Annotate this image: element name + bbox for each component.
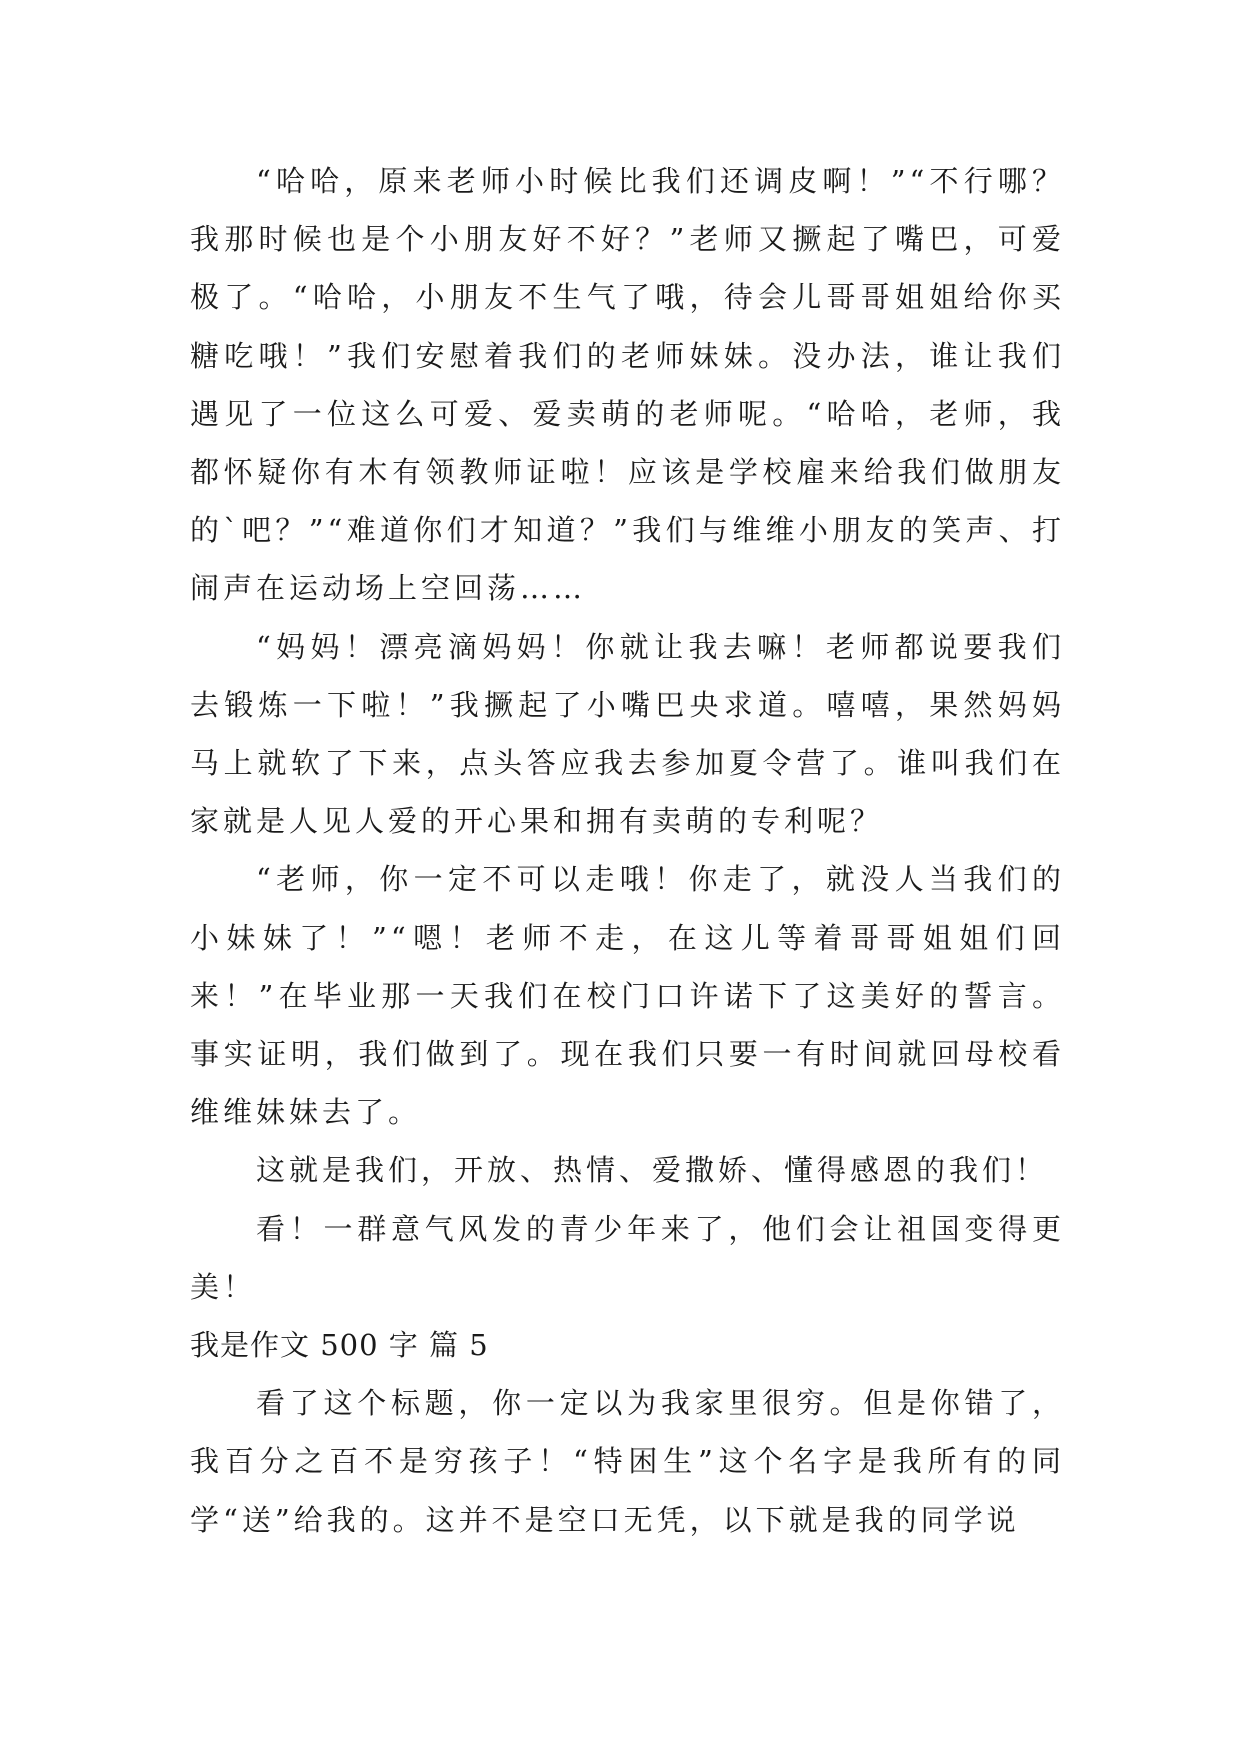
paragraph: “哈哈，原来老师小时候比我们还调皮啊！”“不行哪？我那时候也是个小朋友好不好？”老师又撅起了嘴巴，可爱极了。“哈哈，小朋友不生气了哦，待会儿哥哥姐姐给你买糖吃哦！”我们安慰着我们的老师妹妹。没办法，谁让我们遇见了一位这么可爱、爱卖萌的老师呢。“哈哈，老师，我都怀疑你有木有领教师证啦！应该是学校雇来给我们做朋友的`吧？”“难道你们才知道？”我们与维维小朋友的笑声、打闹声在运动场上空回荡…… bbox=[190, 164, 1065, 606]
paragraph: “老师，你一定不可以走哦！你走了，就没人当我们的小妹妹了！”“嗯！老师不走，在这儿等着哥哥姐姐们回来！”在毕业那一天我们在校门口许诺下了这美好的誓言。事实证明，我们做到了。现在我们只要一有时间就回母校看维维妹妹去了。 bbox=[190, 862, 1065, 1130]
paragraph: 这就是我们，开放、热情、爱撒娇、懂得感恩的我们！ bbox=[256, 1153, 1049, 1188]
paragraph: “妈妈！漂亮滴妈妈！你就让我去嘛！老师都说要我们去锻炼一下啦！”我撅起了小嘴巴央求道。嘻嘻，果然妈妈马上就软了下来，点头答应我去参加夏令营了。谁叫我们在家就是人见人爱的开心果和拥有卖萌的专利呢？ bbox=[190, 629, 1065, 839]
paragraph: 看了这个标题，你一定以为我家里很穷。但是你错了，我百分之百不是穷孩子！“特困生”这个名字是我所有的同学“送”给我的。这并不是空口无凭，以下就是我的同学说 bbox=[190, 1386, 1065, 1537]
section-heading: 我是作文 500 字 篇 5 bbox=[190, 1328, 489, 1363]
paragraph: 看！一群意气风发的青少年来了，他们会让祖国变得更美！ bbox=[190, 1211, 1065, 1304]
document-body bbox=[190, 152, 1065, 1549]
